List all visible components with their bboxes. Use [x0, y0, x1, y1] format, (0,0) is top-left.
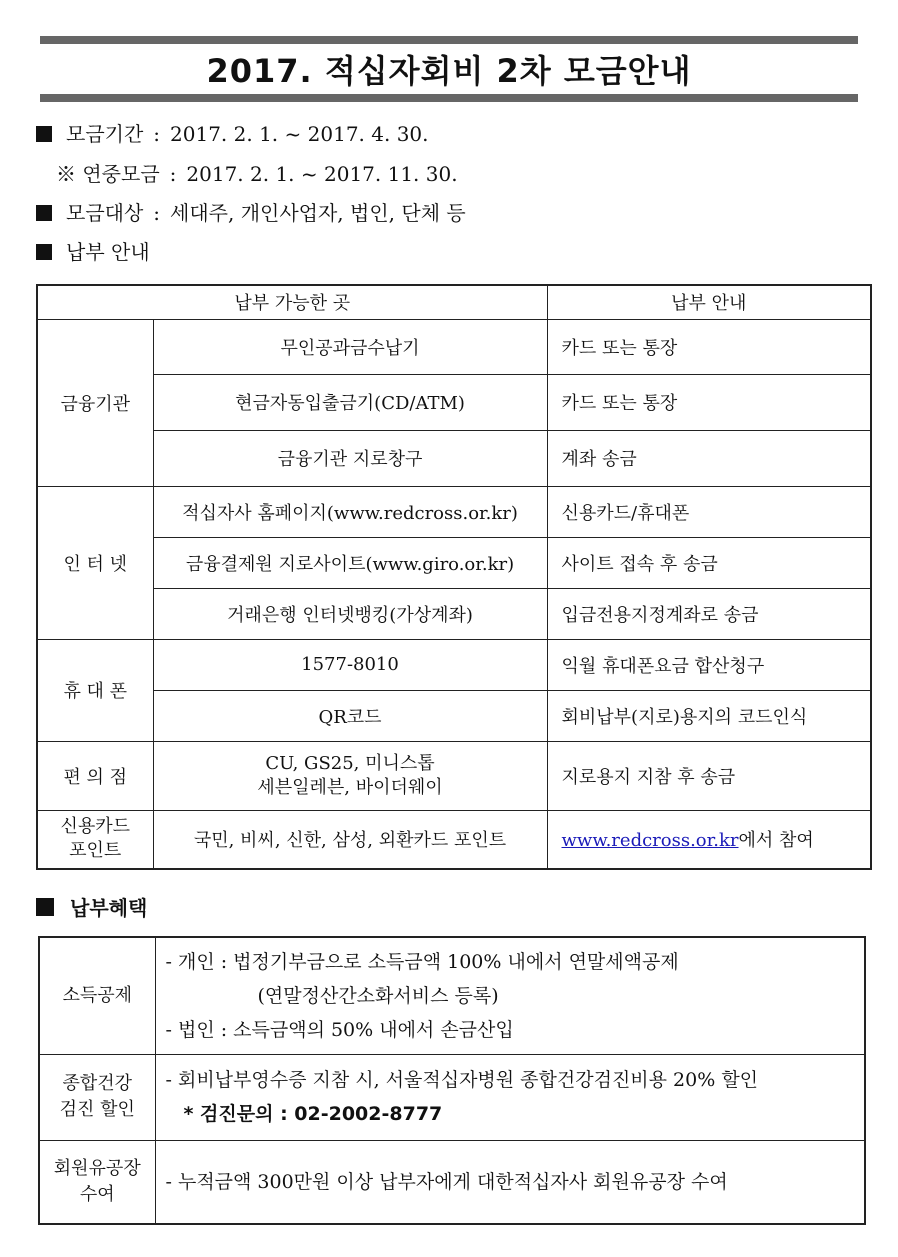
period-value: 2017. 2. 1. ~ 2017. 4. 30. [170, 122, 429, 146]
table-row [37, 690, 871, 741]
table-header-row [37, 285, 871, 319]
yearround-value: 2017. 2. 1. ~ 2017. 11. 30. [186, 162, 458, 186]
benefit-label-line: 종합건강 [62, 1073, 133, 1094]
table-row [39, 1140, 865, 1224]
guide-cell: 회비납부(지로)용지의 코드인식 [547, 690, 871, 741]
table-row [37, 639, 871, 690]
table-row [39, 1054, 865, 1140]
category-line: 포인트 [69, 840, 122, 862]
guide-cell: 카드 또는 통장 [547, 374, 871, 430]
guide-cell: 익월 휴대폰요금 합산청구 [547, 639, 871, 690]
table-row [37, 537, 871, 588]
guide-cell: 신용카드/휴대폰 [547, 486, 871, 537]
place-cell: QR코드 [153, 690, 547, 741]
category-cell: 인 터 넷 [37, 486, 153, 639]
benefits-heading-line [36, 892, 147, 921]
benefit-detail [155, 1054, 865, 1140]
benefit-label-line: 회원유공장 [53, 1157, 141, 1179]
page-title: 2017. 적십자회비 2차 모금안내 [206, 52, 692, 90]
place-cell: 1577-8010 [153, 639, 547, 690]
place-line: CU, GS25, 미니스톱 [265, 752, 435, 774]
yearround-label: ※ 연중모금 [56, 162, 160, 186]
payment-heading-line [36, 238, 150, 266]
benefit-line: - 회비납부영수증 지참 시, 서울적십자병원 종합건강검진비용 20% 할인 [165, 1069, 759, 1091]
benefit-label-line: 검진 할인 [59, 1099, 135, 1120]
target-value: 세대주, 개인사업자, 법인, 단체 등 [170, 201, 466, 225]
benefit-line: - 법인 : 소득금액의 50% 내에서 손금산입 [165, 1018, 514, 1041]
target-label: 모금대상 [66, 201, 144, 225]
benefit-line: * 검진문의 : 02-2002-8777 [183, 1103, 443, 1125]
place-cell [153, 741, 547, 810]
benefits-heading: 납부혜택 [70, 896, 148, 920]
period-label: 모금기간 [66, 122, 144, 146]
payment-heading: 납부 안내 [66, 240, 150, 264]
period-line: 모금기간 : 2017. 2. 1. ~ 2017. 4. 30. [36, 120, 429, 148]
guide-cell: 지로용지 지참 후 송금 [547, 741, 871, 810]
guide-cell: 계좌 송금 [547, 430, 871, 486]
benefit-line: (연말정산간소화서비스 등록) [257, 984, 499, 1007]
bullet-square-icon [36, 898, 54, 916]
place-cell: 현금자동입출금기(CD/ATM) [153, 374, 547, 430]
guide-suffix: 에서 참여 [738, 830, 814, 852]
payment-table [36, 284, 872, 870]
place-cell: 금융기관 지로창구 [153, 430, 547, 486]
guide-cell: 카드 또는 통장 [547, 319, 871, 374]
category-line: 신용카드 [60, 816, 131, 838]
category-cell [37, 810, 153, 869]
benefit-detail [155, 937, 865, 1054]
bullet-square-icon [36, 126, 52, 142]
benefit-line: - 누적금액 300만원 이상 납부자에게 대한적십자사 회원유공장 수여 [165, 1170, 728, 1193]
table-row [37, 486, 871, 537]
place-line: 세븐일레븐, 바이더웨이 [257, 776, 443, 798]
guide-cell: 사이트 접속 후 송금 [547, 537, 871, 588]
yearround-line: ※ 연중모금 : 2017. 2. 1. ~ 2017. 11. 30. [56, 162, 458, 186]
redcross-link[interactable]: www.redcross.or.kr [561, 830, 739, 852]
header-guide: 납부 안내 [547, 285, 871, 319]
benefit-detail [155, 1140, 865, 1224]
place-cell: 국민, 비씨, 신한, 삼성, 외환카드 포인트 [153, 810, 547, 869]
guide-cell [547, 810, 871, 869]
category-cell: 금융기관 [37, 319, 153, 486]
place-cell: 무인공과금수납기 [153, 319, 547, 374]
bullet-square-icon [36, 244, 52, 260]
benefits-table [38, 936, 866, 1225]
benefit-label: 소득공제 [39, 937, 155, 1054]
benefit-line: - 개인 : 법정기부금으로 소득금액 100% 내에서 연말세액공제 [165, 950, 679, 973]
table-row [37, 810, 871, 869]
title-top-rule [40, 36, 858, 44]
bullet-square-icon [36, 205, 52, 221]
benefit-label [39, 1054, 155, 1140]
place-cell: 금융결제원 지로사이트(www.giro.or.kr) [153, 537, 547, 588]
category-cell: 휴 대 폰 [37, 639, 153, 741]
target-line: 모금대상 : 세대주, 개인사업자, 법인, 단체 등 [36, 199, 466, 227]
table-row [39, 937, 865, 1054]
benefit-label-line: 수여 [79, 1183, 115, 1205]
table-row [37, 588, 871, 639]
category-cell: 편 의 점 [37, 741, 153, 810]
place-cell: 적십자사 홈페이지(www.redcross.or.kr) [153, 486, 547, 537]
place-cell: 거래은행 인터넷뱅킹(가상계좌) [153, 588, 547, 639]
guide-cell: 입금전용지정계좌로 송금 [547, 588, 871, 639]
benefit-label [39, 1140, 155, 1224]
table-row [37, 430, 871, 486]
table-row [37, 741, 871, 810]
table-row [37, 319, 871, 374]
header-place: 납부 가능한 곳 [37, 285, 547, 319]
table-row [37, 374, 871, 430]
title-bottom-rule [40, 94, 858, 102]
